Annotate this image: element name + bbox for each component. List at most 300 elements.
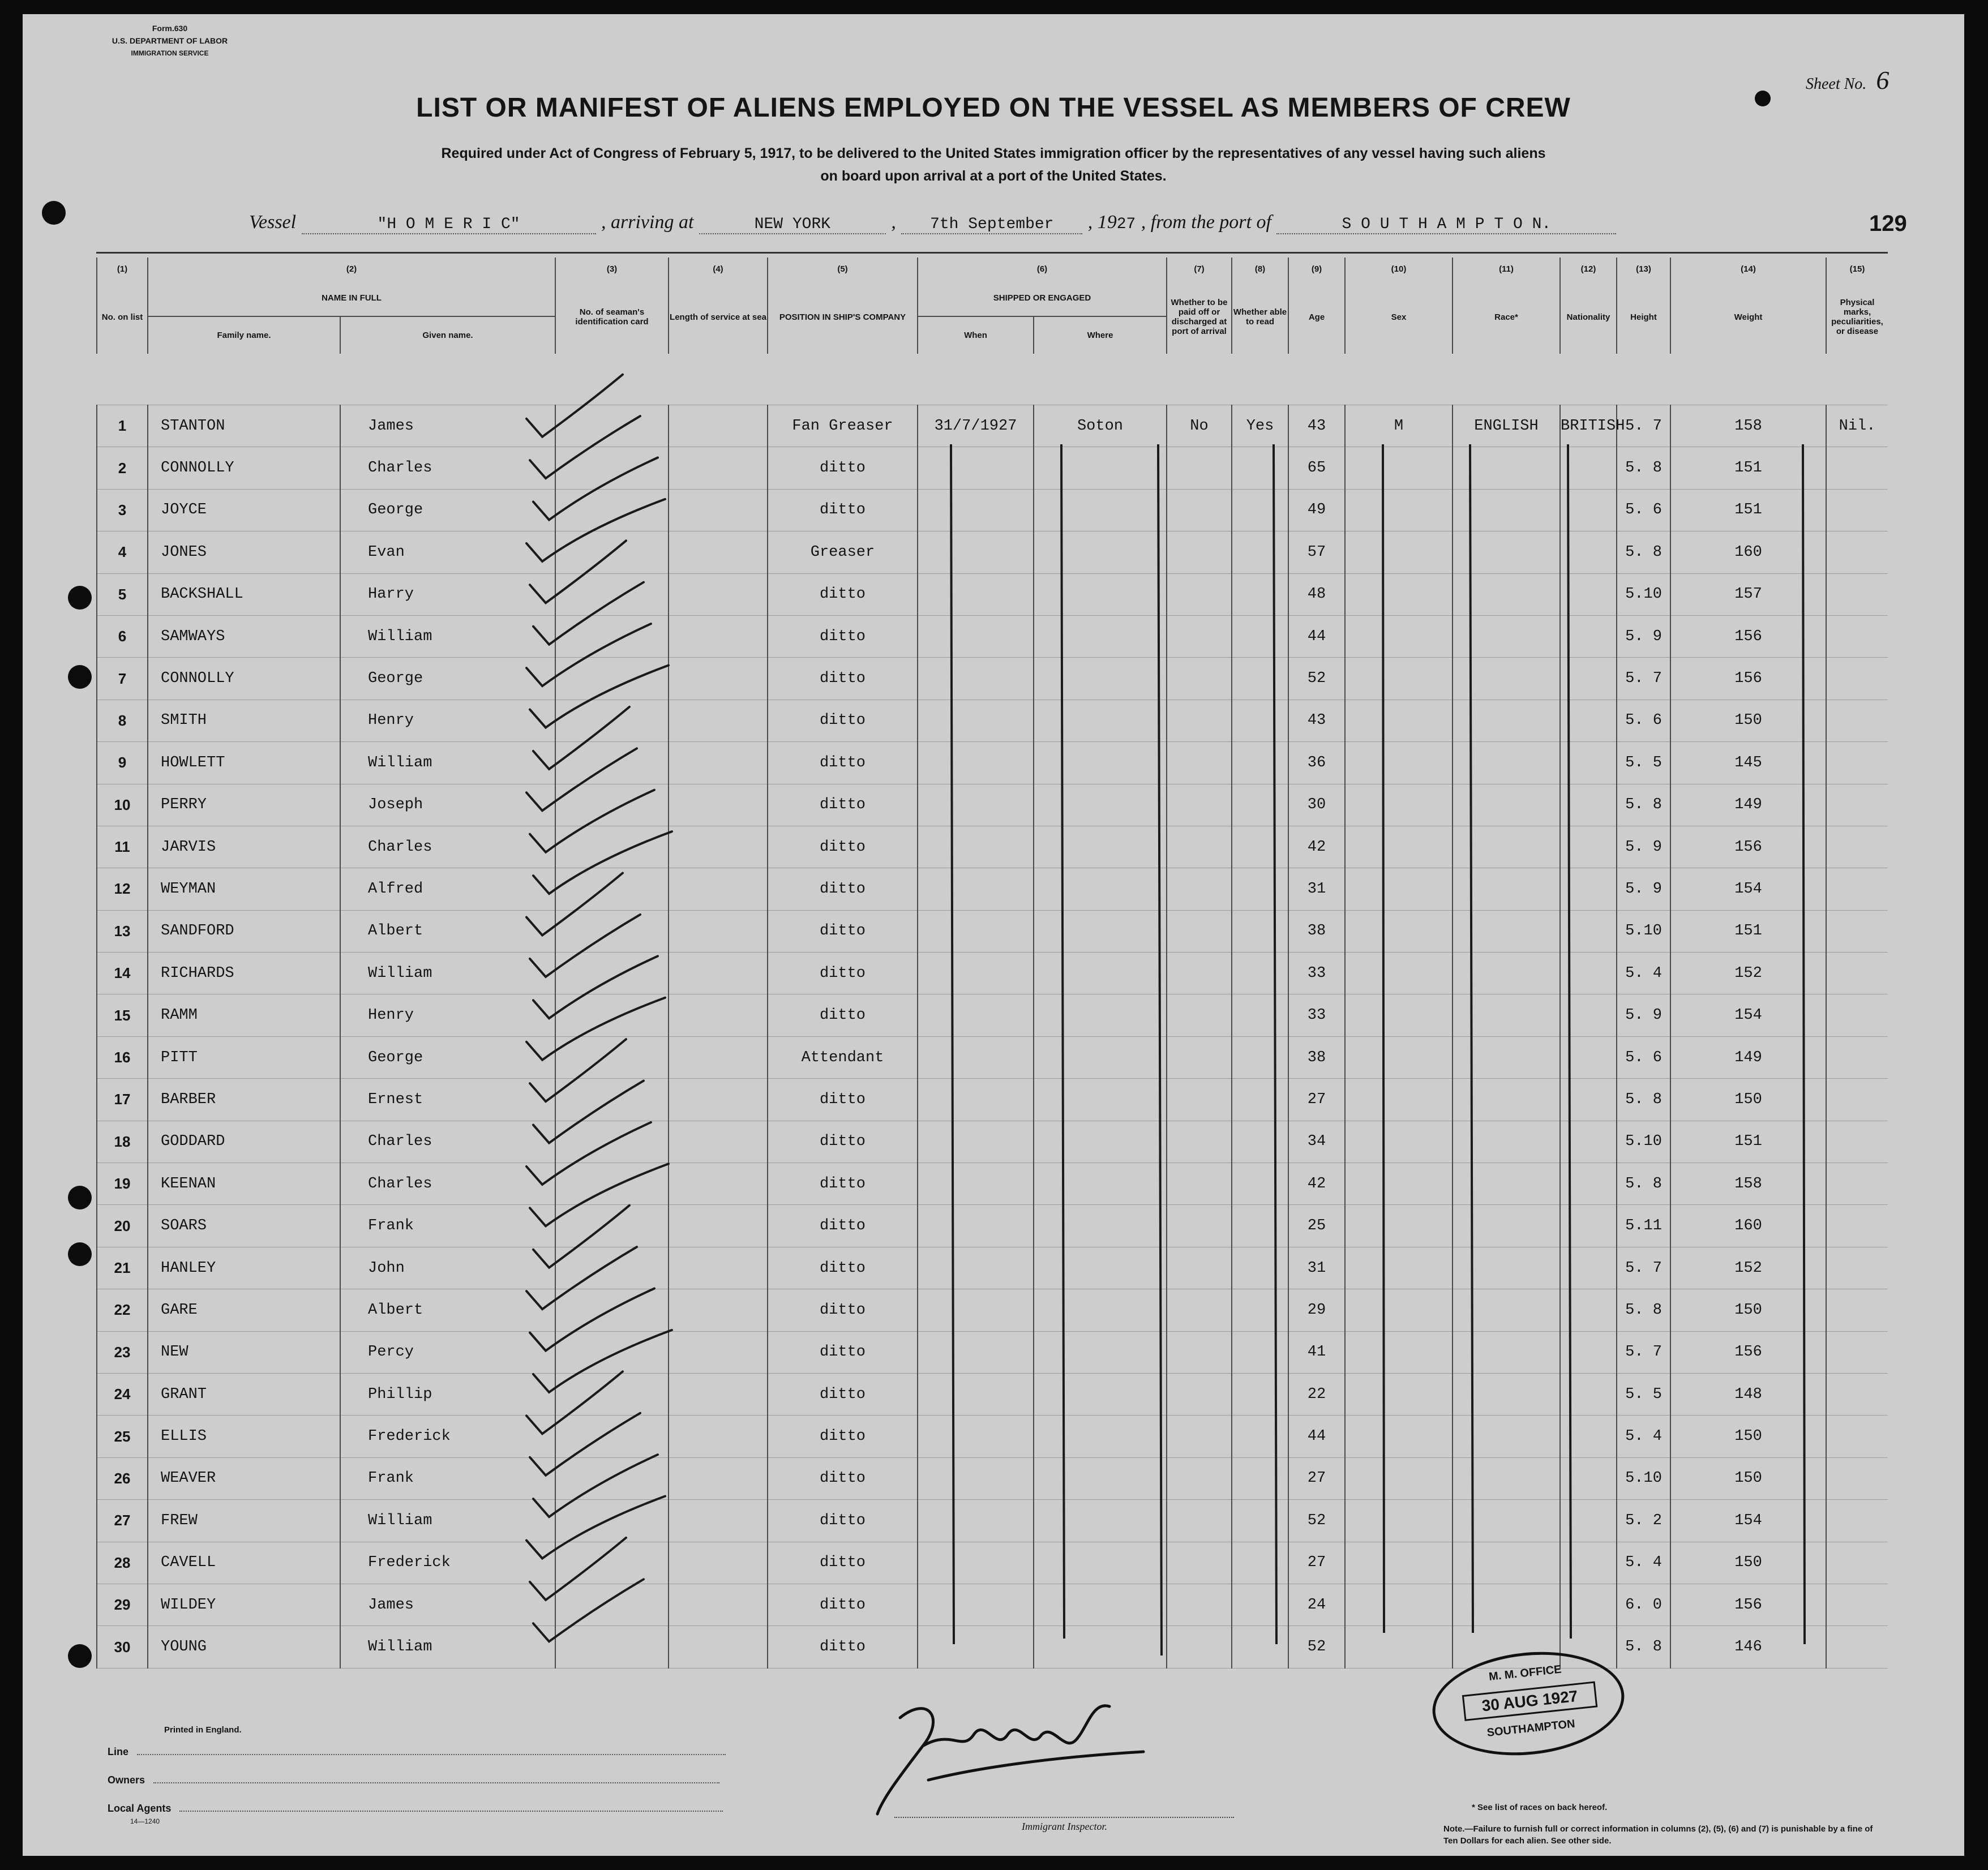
- check-mark: [533, 1579, 644, 1641]
- cell-age: 52: [1288, 1500, 1345, 1542]
- cell-no: 24: [97, 1373, 148, 1415]
- check-mark: [533, 831, 672, 894]
- cell-family: BARBER: [148, 1079, 340, 1121]
- ditto-line-nationality: [1568, 444, 1571, 1639]
- cell-age: 31: [1288, 868, 1345, 910]
- cell-no: 6: [97, 615, 148, 657]
- cell-given: Frank: [340, 1457, 555, 1499]
- cell-height: 5. 4: [1617, 1416, 1670, 1457]
- cell-weight: 150: [1670, 1079, 1826, 1121]
- cell-given: Harry: [340, 573, 555, 615]
- cell-family: ELLIS: [148, 1416, 340, 1457]
- owners-label: Owners: [108, 1774, 719, 1786]
- cell-no: 1: [97, 405, 148, 447]
- ditto-line-sex: [1383, 444, 1384, 1633]
- cell-age: 34: [1288, 1121, 1345, 1163]
- cell-weight: 158: [1670, 1163, 1826, 1205]
- cell-position: ditto: [768, 1331, 918, 1373]
- cell-age: 44: [1288, 615, 1345, 657]
- check-mark: [530, 1039, 626, 1101]
- cell-given: Frank: [340, 1205, 555, 1247]
- check-mark: [526, 499, 665, 561]
- cell-age: 30: [1288, 784, 1345, 826]
- stamp-date: 30 AUG 1927: [1462, 1682, 1598, 1721]
- cell-given: George: [340, 489, 555, 531]
- cell-family: JONES: [148, 531, 340, 573]
- check-mark: [530, 1538, 626, 1600]
- check-mark: [526, 1122, 651, 1185]
- cell-family: WEAVER: [148, 1457, 340, 1499]
- cell-given: Albert: [340, 910, 555, 952]
- cell-age: 49: [1288, 489, 1345, 531]
- cell-given: Alfred: [340, 868, 555, 910]
- ditto-lines: [951, 444, 1805, 1655]
- cell-no: 16: [97, 1036, 148, 1078]
- form-code: 14—1240: [130, 1817, 160, 1825]
- cell-position: ditto: [768, 1457, 918, 1499]
- cell-given: George: [340, 658, 555, 700]
- cell-weight: 154: [1670, 868, 1826, 910]
- cell-no: 18: [97, 1121, 148, 1163]
- cell-age: 29: [1288, 1289, 1345, 1331]
- cell-age: 65: [1288, 447, 1345, 489]
- page-number: 129: [1869, 211, 1907, 236]
- cell-age: 41: [1288, 1331, 1345, 1373]
- cell-family: HOWLETT: [148, 742, 340, 784]
- cell-height: 5. 8: [1617, 1626, 1670, 1668]
- check-marks: [526, 375, 672, 1642]
- col-num: (14): [1670, 258, 1826, 280]
- cell-weight: 156: [1670, 1331, 1826, 1373]
- cell-age: 52: [1288, 658, 1345, 700]
- header-able-read: Whether able to read: [1232, 280, 1288, 354]
- check-mark: [530, 790, 654, 852]
- header-seaman-card: No. of seaman's identification card: [555, 280, 669, 354]
- cell-height: 5.10: [1617, 1121, 1670, 1163]
- cell-given: Phillip: [340, 1373, 555, 1415]
- cell-nationality: BRITISH: [1560, 405, 1617, 447]
- cell-family: YOUNG: [148, 1626, 340, 1668]
- cell-family: PITT: [148, 1036, 340, 1078]
- cell-no: 2: [97, 447, 148, 489]
- cell-weight: 156: [1670, 1584, 1826, 1625]
- header-weight: Weight: [1670, 280, 1826, 354]
- cell-given: William: [340, 615, 555, 657]
- cell-age: 44: [1288, 1416, 1345, 1457]
- cell-no: 29: [97, 1584, 148, 1625]
- cell-weight: 158: [1670, 405, 1826, 447]
- cell-weight: 149: [1670, 1036, 1826, 1078]
- cell-age: 33: [1288, 994, 1345, 1036]
- header-shipped: SHIPPED OR ENGAGED: [918, 280, 1167, 316]
- cell-weight: 148: [1670, 1373, 1826, 1415]
- department-label: U.S. DEPARTMENT OF LABOR: [112, 36, 228, 45]
- cell-weight: 150: [1670, 1289, 1826, 1331]
- cell-height: 5. 5: [1617, 742, 1670, 784]
- cell-marks: Nil.: [1826, 405, 1888, 447]
- col-num: (13): [1617, 258, 1670, 280]
- col-num: (9): [1288, 258, 1345, 280]
- local-agents-label: Local Agents: [108, 1803, 723, 1815]
- cell-paid: No: [1167, 405, 1232, 447]
- header-paid-off: Whether to be paid off or discharged at port of arrival: [1167, 280, 1232, 354]
- cell-position: ditto: [768, 1289, 918, 1331]
- cell-weight: 160: [1670, 531, 1826, 573]
- cell-position: ditto: [768, 1626, 918, 1668]
- cell-no: 11: [97, 826, 148, 868]
- service-label: IMMIGRATION SERVICE: [131, 49, 209, 57]
- cell-weight: 146: [1670, 1626, 1826, 1668]
- cell-no: 19: [97, 1163, 148, 1205]
- check-mark: [526, 873, 623, 936]
- stamp-office: M. M. OFFICE: [1488, 1663, 1562, 1683]
- sheet-label: Sheet No.: [1806, 75, 1867, 93]
- header-physical-marks: Physical marks, peculiarities, or disease: [1826, 280, 1888, 354]
- cell-position: ditto: [768, 1500, 918, 1542]
- check-mark: [526, 1371, 623, 1434]
- cell-no: 13: [97, 910, 148, 952]
- cell-height: 5. 9: [1617, 868, 1670, 910]
- cell-position: Greaser: [768, 531, 918, 573]
- cell-where: Soton: [1034, 405, 1167, 447]
- cell-family: JARVIS: [148, 826, 340, 868]
- cell-given: Ernest: [340, 1079, 555, 1121]
- cell-no: 27: [97, 1500, 148, 1542]
- cell-position: Fan Greaser: [768, 405, 918, 447]
- cell-when: 31/7/1927: [918, 405, 1034, 447]
- cell-position: ditto: [768, 1416, 918, 1457]
- manifest-sheet: [23, 14, 1964, 1856]
- cell-position: ditto: [768, 742, 918, 784]
- col-num: (7): [1167, 258, 1232, 280]
- header-age: Age: [1288, 280, 1345, 354]
- cell-position: ditto: [768, 1163, 918, 1205]
- cell-height: 5. 8: [1617, 447, 1670, 489]
- cell-position: ditto: [768, 1247, 918, 1289]
- check-mark: [533, 1330, 672, 1392]
- printed-note: Printed in England.: [164, 1725, 242, 1735]
- cell-height: 5. 7: [1617, 405, 1670, 447]
- cell-family: RICHARDS: [148, 953, 340, 994]
- cell-no: 20: [97, 1205, 148, 1247]
- cell-given: Albert: [340, 1289, 555, 1331]
- page-title: LIST OR MANIFEST OF ALIENS EMPLOYED ON THE VESSEL AS MEMBERS OF CREW: [416, 93, 1571, 123]
- cell-given: James: [340, 405, 555, 447]
- cell-no: 8: [97, 700, 148, 741]
- cell-family: BACKSHALL: [148, 573, 340, 615]
- cell-position: ditto: [768, 1584, 918, 1625]
- cell-age: 27: [1288, 1457, 1345, 1499]
- cell-family: CONNOLLY: [148, 658, 340, 700]
- cell-weight: 156: [1670, 658, 1826, 700]
- cell-height: 5. 4: [1617, 953, 1670, 994]
- cell-weight: 154: [1670, 1500, 1826, 1542]
- cell-position: ditto: [768, 784, 918, 826]
- cell-family: WILDEY: [148, 1584, 340, 1625]
- cell-position: ditto: [768, 1079, 918, 1121]
- cell-given: William: [340, 1626, 555, 1668]
- cell-weight: 156: [1670, 615, 1826, 657]
- line-label: Line: [108, 1746, 726, 1758]
- cell-position: ditto: [768, 953, 918, 994]
- cell-age: 38: [1288, 910, 1345, 952]
- cell-weight: 154: [1670, 994, 1826, 1036]
- check-mark: [530, 1413, 640, 1476]
- cell-given: Percy: [340, 1331, 555, 1373]
- check-mark: [530, 1289, 654, 1351]
- header-race: Race*: [1453, 280, 1560, 354]
- cell-no: 3: [97, 489, 148, 531]
- cell-age: 25: [1288, 1205, 1345, 1247]
- cell-weight: 151: [1670, 910, 1826, 952]
- cell-height: 5. 7: [1617, 1331, 1670, 1373]
- cell-height: 5. 9: [1617, 994, 1670, 1036]
- ditto-line-where: [1061, 444, 1064, 1639]
- cell-height: 5. 9: [1617, 826, 1670, 868]
- inspector-line: [894, 1817, 1234, 1818]
- cell-height: 5.11: [1617, 1205, 1670, 1247]
- penalty-note: Note.—Failure to furnish full or correct information in columns (2), (5), (6) and (7) is punishable by a fine of Ten Dollars for each alien. See other side.: [1443, 1824, 1873, 1846]
- cell-age: 31: [1288, 1247, 1345, 1289]
- check-mark: [526, 748, 637, 810]
- cell-given: William: [340, 742, 555, 784]
- cell-no: 25: [97, 1416, 148, 1457]
- cell-age: 27: [1288, 1542, 1345, 1584]
- cell-given: Charles: [340, 447, 555, 489]
- ditto-line-read: [1274, 444, 1276, 1644]
- cell-family: JOYCE: [148, 489, 340, 531]
- cell-position: ditto: [768, 1542, 918, 1584]
- cell-age: 22: [1288, 1373, 1345, 1415]
- cell-family: STANTON: [148, 405, 340, 447]
- cell-family: GODDARD: [148, 1121, 340, 1163]
- cell-position: Attendant: [768, 1036, 918, 1078]
- header-no-on-list: No. on list: [97, 280, 148, 354]
- cell-age: 33: [1288, 953, 1345, 994]
- cell-height: 5. 8: [1617, 531, 1670, 573]
- cell-height: 5.10: [1617, 910, 1670, 952]
- cell-height: 5. 6: [1617, 489, 1670, 531]
- year-suffix: 27: [1116, 216, 1136, 233]
- subtitle-line-2: on board upon arrival at a port of the United States.: [820, 168, 1167, 184]
- header-family-name: Family name.: [148, 316, 340, 354]
- cell-family: GRANT: [148, 1373, 340, 1415]
- cell-age: 43: [1288, 405, 1345, 447]
- race-note: * See list of races on back hereof.: [1472, 1803, 1608, 1812]
- check-mark: [533, 1206, 629, 1268]
- header-name-in-full: NAME IN FULL: [148, 280, 555, 316]
- cell-height: 5.10: [1617, 1457, 1670, 1499]
- cell-height: 5. 8: [1617, 1163, 1670, 1205]
- cell-age: 38: [1288, 1036, 1345, 1078]
- cell-position: ditto: [768, 615, 918, 657]
- cell-sex: M: [1345, 405, 1453, 447]
- cell-given: Henry: [340, 700, 555, 741]
- cell-position: ditto: [768, 910, 918, 952]
- cell-family: KEENAN: [148, 1163, 340, 1205]
- check-mark: [526, 1247, 637, 1309]
- cell-family: RAMM: [148, 994, 340, 1036]
- cell-weight: 156: [1670, 826, 1826, 868]
- cell-weight: 150: [1670, 1542, 1826, 1584]
- cell-family: SAMWAYS: [148, 615, 340, 657]
- cell-height: 5. 6: [1617, 1036, 1670, 1078]
- cell-age: 42: [1288, 826, 1345, 868]
- check-mark: [526, 375, 623, 437]
- check-mark: [530, 666, 669, 728]
- form-number: Form.630: [152, 24, 188, 33]
- cell-family: GARE: [148, 1289, 340, 1331]
- cell-age: 42: [1288, 1163, 1345, 1205]
- cell-height: 5. 4: [1617, 1542, 1670, 1584]
- stamp-port: SOUTHAMPTON: [1486, 1717, 1576, 1739]
- cell-family: PERRY: [148, 784, 340, 826]
- from-port-label: , from the port of: [1141, 212, 1271, 233]
- cell-given: Charles: [340, 826, 555, 868]
- cell-position: ditto: [768, 868, 918, 910]
- cell-family: SANDFORD: [148, 910, 340, 952]
- vessel-name: "H O M E R I C": [302, 216, 596, 234]
- cell-age: 36: [1288, 742, 1345, 784]
- cell-family: WEYMAN: [148, 868, 340, 910]
- cell-given: Evan: [340, 531, 555, 573]
- check-mark: [530, 541, 626, 603]
- cell-no: 15: [97, 994, 148, 1036]
- cell-position: ditto: [768, 489, 918, 531]
- check-mark: [533, 707, 629, 769]
- ditto-line-race: [1470, 444, 1473, 1633]
- cell-given: Charles: [340, 1163, 555, 1205]
- cell-no: 5: [97, 573, 148, 615]
- header-nationality: Nationality: [1560, 280, 1617, 354]
- cell-height: 5. 2: [1617, 1500, 1670, 1542]
- cell-height: 5. 5: [1617, 1373, 1670, 1415]
- cell-race: ENGLISH: [1453, 405, 1560, 447]
- cell-weight: 152: [1670, 953, 1826, 994]
- cell-position: ditto: [768, 826, 918, 868]
- check-mark: [526, 624, 651, 686]
- cell-height: 5. 7: [1617, 658, 1670, 700]
- cell-weight: 152: [1670, 1247, 1826, 1289]
- year-prefix: , 19: [1087, 212, 1117, 233]
- departure-port: S O U T H A M P T O N.: [1276, 216, 1616, 234]
- cell-position: ditto: [768, 700, 918, 741]
- cell-no: 7: [97, 658, 148, 700]
- cell-position: ditto: [768, 1121, 918, 1163]
- col-num: (8): [1232, 258, 1288, 280]
- cell-weight: 145: [1670, 742, 1826, 784]
- cell-family: SMITH: [148, 700, 340, 741]
- header-when: When: [918, 316, 1034, 354]
- cell-age: 27: [1288, 1079, 1345, 1121]
- cell-no: 26: [97, 1457, 148, 1499]
- cell-position: ditto: [768, 1205, 918, 1247]
- arrival-port: NEW YORK: [699, 216, 886, 234]
- cell-weight: 151: [1670, 447, 1826, 489]
- cell-position: ditto: [768, 573, 918, 615]
- check-mark: [526, 1496, 665, 1559]
- cell-family: NEW: [148, 1331, 340, 1373]
- cell-weight: 150: [1670, 1457, 1826, 1499]
- cell-given: George: [340, 1036, 555, 1078]
- cell-height: 5. 8: [1617, 784, 1670, 826]
- col-num: (4): [669, 258, 768, 280]
- cell-no: 23: [97, 1331, 148, 1373]
- cell-family: CAVELL: [148, 1542, 340, 1584]
- col-num: (15): [1826, 258, 1888, 280]
- sheet-number: 6: [1876, 66, 1890, 95]
- cell-height: 5.10: [1617, 573, 1670, 615]
- cell-weight: 151: [1670, 1121, 1826, 1163]
- cell-age: 52: [1288, 1626, 1345, 1668]
- cell-given: William: [340, 953, 555, 994]
- voyage-line: Vessel "H O M E R I C" , arriving at NEW YORK , 7th September , 1927 , from the port of S O U T H A M P T O N.: [249, 211, 1616, 234]
- cell-given: Joseph: [340, 784, 555, 826]
- header-height: Height: [1617, 280, 1670, 354]
- cell-age: 43: [1288, 700, 1345, 741]
- cell-given: Frederick: [340, 1416, 555, 1457]
- header-sex: Sex: [1345, 280, 1453, 354]
- cell-position: ditto: [768, 1373, 918, 1415]
- cell-given: Charles: [340, 1121, 555, 1163]
- check-mark: [530, 1164, 669, 1226]
- cell-no: 17: [97, 1079, 148, 1121]
- header-position: POSITION IN SHIP'S COMPANY: [768, 280, 918, 354]
- cell-no: 4: [97, 531, 148, 573]
- cell-no: 30: [97, 1626, 148, 1668]
- cell-position: ditto: [768, 994, 918, 1036]
- cell-family: CONNOLLY: [148, 447, 340, 489]
- col-num: (6): [918, 258, 1167, 280]
- cell-age: 57: [1288, 531, 1345, 573]
- ditto-line-when: [951, 444, 954, 1644]
- ditto-line-paid: [1158, 444, 1162, 1655]
- cell-weight: 150: [1670, 1416, 1826, 1457]
- cell-height: 5. 9: [1617, 615, 1670, 657]
- cell-family: SOARS: [148, 1205, 340, 1247]
- vessel-label: Vessel: [249, 212, 297, 233]
- inspector-label: Immigrant Inspector.: [1022, 1821, 1107, 1832]
- header-given-name: Given name.: [340, 316, 555, 354]
- header-length-service: Length of service at sea: [669, 280, 768, 354]
- subtitle-line-1: Required under Act of Congress of February 5, 1917, to be delivered to the United States immigration officer by the representatives of any vessel having such aliens: [441, 145, 1546, 161]
- cell-position: ditto: [768, 658, 918, 700]
- cell-weight: 151: [1670, 489, 1826, 531]
- handwriting-overlay: [23, 14, 1964, 1856]
- col-num: (12): [1560, 258, 1617, 280]
- cell-position: ditto: [768, 447, 918, 489]
- col-num: (2): [148, 258, 555, 280]
- cell-given: Henry: [340, 994, 555, 1036]
- cell-given: John: [340, 1247, 555, 1289]
- cell-age: 48: [1288, 573, 1345, 615]
- ditto-line-marks: [1803, 444, 1805, 1644]
- cell-given: William: [340, 1500, 555, 1542]
- cell-weight: 157: [1670, 573, 1826, 615]
- cell-read: Yes: [1232, 405, 1288, 447]
- cell-height: 5. 7: [1617, 1247, 1670, 1289]
- cell-age: 24: [1288, 1584, 1345, 1625]
- cell-no: 28: [97, 1542, 148, 1584]
- cell-family: FREW: [148, 1500, 340, 1542]
- col-num: (10): [1345, 258, 1453, 280]
- arriving-label: , arriving at: [601, 212, 694, 233]
- col-num: (3): [555, 258, 669, 280]
- cell-height: 5. 8: [1617, 1289, 1670, 1331]
- inspector-signature: [860, 1684, 1155, 1825]
- cell-no: 14: [97, 953, 148, 994]
- cell-no: 12: [97, 868, 148, 910]
